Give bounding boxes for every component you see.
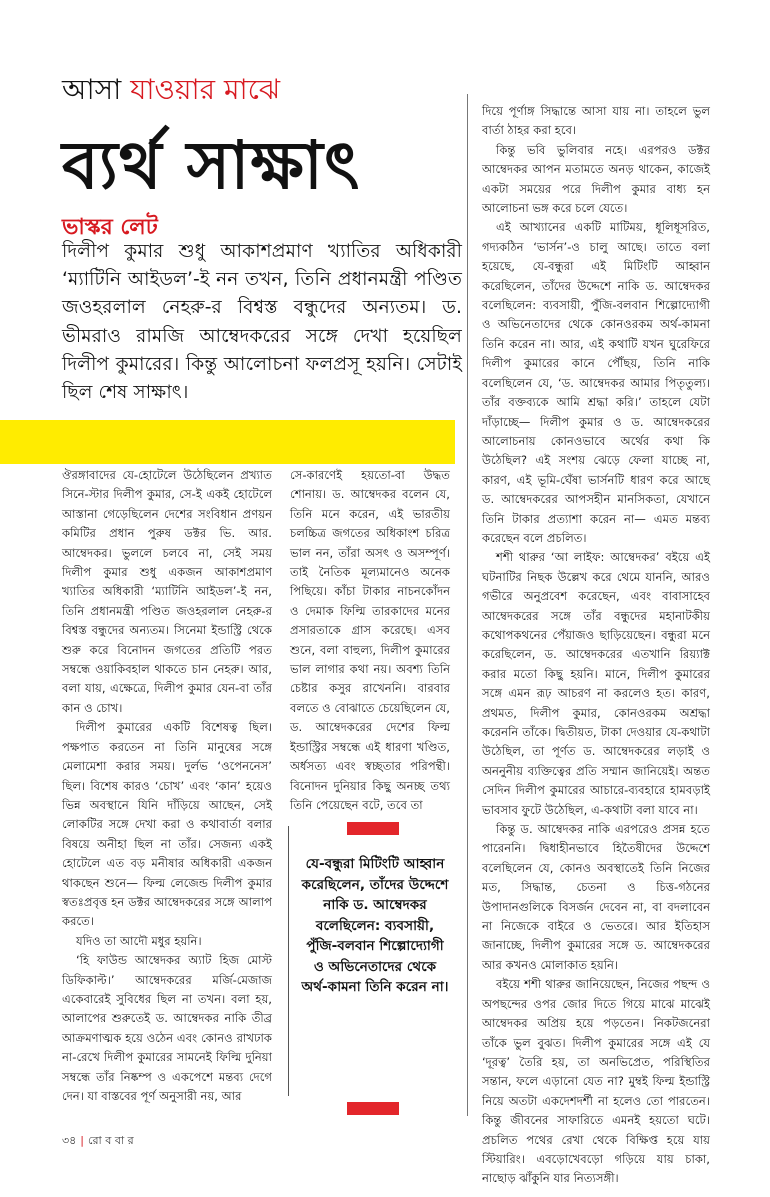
paragraph: এই আখ্যানের একটি মাটিময়, ধূলিধূসরিত, গদ্যকঠিন ‘ভার্সন’-ও চালু আছে। তাতে বলা হয়েছে, যে-বন্ধুরা এই মিটিংটি আহ্বান করেছিলেন, তাঁদের উদ্দেশে নাকি ড. আম্বেদকর বলেছিলেন: ব্যবসায়ী, পুঁজি-বলবান শিল্পোদ্যোগী ও অভিনেতাদের থেকে কোনওরকম অর্থ-কামনা তিনি করেন না। আর, এই কথাটি যখন ঘুরেফিরে দিলীপ কুমারের কানে পৌঁছয়, তিনি নাকি বলেছিলেন যে, ‘ড. আম্বেদকর আমার পিতৃতুল্য। তাঁর বক্তব্যকে আমি শ্রদ্ধা করি।’ তাহলে যেটা দাঁড়াচ্ছে— দিলীপ কুমার ও ড. আম্বেদকরের আলোচনায় কোনওভাবে অর্থের কথা কি উঠেছিল? এই সংশয় ঝেড়ে ফেলা যাচ্ছে না, কারণ, এই ভূমি-ঘেঁষা ভার্সনটি ধারণ করে আছে ড. আম্বেদকরের আপসহীন মানসিকতা, যেখানে তিনি টাকার প্রত্যাশা করেন না— এমত মন্তব্য করেছেন বলে প্রচলিত। [482, 220, 710, 545]
byline: ভাস্কর লেট [62, 215, 158, 240]
pull-quote [288, 826, 457, 1096]
paragraph: কিন্তু ভবি ভুলিবার নহে। এরপরও ডক্টর আম্বেদকর আপন মতামতে অনড় থাকেন, কাজেই একটা সময়ের পরে দিলীপ কুমার বাধ্য হন আলোচনা ভঙ্গ করে চলে যেতে। [482, 142, 710, 216]
paragraph: বইয়ে শশী থারুর জানিয়েছেন, নিজের পছন্দ ও অপছন্দের ওপর জোর দিতে গিয়ে মাঝে মাঝেই আম্বেদকর অপ্রিয় হয়ে পড়তেন। নিকটজনেরা তাঁকে ভুল বুঝত। দিলীপ কুমারের সঙ্গে এই যে ‘দূরত্ব’ তৈরি হয়, তা অনভিপ্রেত, পরিস্থিতির সন্তান, ফলে এড়ানো যেত না? মুম্বই ফিল্ম ইন্ডাস্ট্রি নিয়ে অতটা একদেশদর্শী না হলেও তো পারতেন। কিন্তু জীবনের সাফারিতে এমনই হয়তো ঘটে। প্রচলিত পথের রেখা থেকে বিক্ষিপ্ত হয়ে যায় স্টিয়ারিং। এবড়োখেবড়ো গড়িয়ে যায় চাকা, নাছোড় ঝাঁকুনি যার নিত্যসঙ্গী। [482, 977, 710, 1186]
article-column-2 [290, 466, 450, 812]
paragraph: কিন্তু ড. আম্বেদকর নাকি এরপরেও প্রসন্ন হতে পারেননি। দ্বিধাহীনভাবে হিতৈষীদের উদ্দেশে বলেছিলেন যে, কোনও অবস্থাতেই তিনি নিজের মত, সিদ্ধান্ত, চেতনা ও চিত্ত-গঠনের উপাদানগুলিকে বিসর্জন দেবেন না, বা বদলাবেন না নিজেকে বাইরে ও ভেতরে। আর ইতিহাস জানাচ্ছে, দিলীপ কুমারের সঙ্গে ড. আম্বেদকরের আর কখনও মোলাকাত হয়নি। [482, 822, 710, 972]
page-number: ৩৪ [62, 1134, 77, 1147]
magazine-name: রো ব বা র [88, 1134, 134, 1147]
headline: ব্যর্থ সাক্ষাৎ [62, 126, 361, 204]
paragraph: ‘হি ফাউন্ড আম্বেদকর অ্যাট হিজ মোস্ট ডিফিকাল্ট।’ আম্বেদকরের মর্জি-মেজাজ একেবারেই সুবিধের ছিল না তখন। বলা হয়, আলাপের শুরুতেই ড. আম্বেদকর নাকি তীব্র আক্রমণাত্মক হয়ে ওঠেন এবং কোনও রাখঢাক না-রেখে দিলীপ কুমারের সামনেই ফিল্মি দুনিয়া সম্বন্ধে তাঁর নিষ্কম্প ও একপেশে মন্তব্য দেগে দেন। যা বাস্তবের পূর্ণ অনুসারী নয়, আর [62, 953, 272, 1103]
paragraph: দিলীপ কুমারের একটি বিশেষত্ব ছিল। পক্ষপাত করতেন না তিনি মানুষের সঙ্গে মেলামেশা করার সময়। দুর্লভ ‘ওপেননেস’ ছিল। বিশেষ কারও ‘চোখ’ এবং ‘কান’ হয়েও ভিন্ন অবস্থানে যিনি দাঁড়িয়ে আছেন, সেই লোকটির সঙ্গে দেখা করা ও কথাবার্তা বলার বিষয়ে অনীহা ছিল না তাঁর। সেজন্য একই হোটেলে এত বড় মনীষার অধিকারী একজন থাকছেন শুনে— ফিল্ম লেজেন্ড দিলীপ কুমার স্বতঃপ্রবৃত্ত হন ডক্টর আম্বেদকরের সঙ্গে আলাপ করতে। [62, 720, 272, 929]
pull-quote-bottom-bar [347, 1102, 399, 1115]
footer-separator: | [80, 1134, 85, 1147]
article-column-3 [482, 102, 710, 1186]
paragraph: ঔরঙ্গাবাদের যে-হোটেলে উঠেছিলেন প্রখ্যাত সিনে-স্টার দিলীপ কুমার, সে-ই একই হোটেলে আস্তানা গেড়েছিলেন দেশের সংবিধান প্রণয়ন কমিটির প্রধান পুরুষ ডক্টর ভি. আর. আম্বেদকর। ভুললে চলবে না, সেই সময় দিলীপ কুমার শুধু একজন আকাশপ্রমাণ খ্যাতির অধিকারী ‘ম্যাটিনি আইডল’-ই নন, তিনি প্রধানমন্ত্রী পণ্ডিত জওহরলাল নেহরু-র বিশ্বস্ত বন্ধুদের অন্যতম। সিনেমা ইন্ডাস্ট্রি থেকে শুরু করে বিনোদন জগতের প্রতিটি পরত সম্বন্ধে ওয়াকিবহাল থাকতে চান নেহরু। আর, বলা যায়, এক্ষেত্রে, দিলীপ কুমার যেন-বা তাঁর কান ও চোখ। [62, 468, 272, 715]
kicker-part-1: আসা [62, 73, 122, 106]
kicker-part-2: যাওয়ার মাঝে [130, 73, 281, 106]
section-kicker [62, 70, 280, 110]
column-divider [467, 94, 468, 1116]
paragraph: যদিও তা আদৌ মধুর হয়নি। [76, 933, 202, 948]
page-footer [62, 1132, 134, 1151]
yellow-accent-band [0, 420, 455, 464]
paragraph: শশী থারুর ‘আ লাইফ: আম্বেদকর’ বইয়ে এই ঘটনাটির নিছক উল্লেখ করে থেমে যাননি, আরও গভীরে অনুপ্রবেশ করেছেন, এবং বাবাসাহেব আম্বেদকরের সঙ্গে তাঁর বন্ধুদের মহানাটকীয় কথোপকথনের পেঁয়াজও ছাড়িয়েছেন। বন্ধুরা মনে করেছিলেন, ড. আম্বেদকরের এতখানি রিয়্যাক্ট করার মতো কিছু হয়নি। মানে, দিলীপ কুমারের সঙ্গে এমন রূঢ় আচরণ না করলেও হত। কারণ, প্রথমত, দিলীপ কুমার, কোনওরকম অশ্রদ্ধা করেননি তাঁকে। দ্বিতীয়ত, টাকা দেওয়ার যে-কথাটা উঠেছিল, তা পূর্ণত ড. আম্বেদকরের লড়াই ও অননুনীয় ব্যক্তিত্বের প্রতি সম্মান জানিয়েই। অন্তত সেদিন দিলীপ কুমারের আচারে-ব্যবহারে হামবড়াই ভাবসাব ফুটে উঠেছিল, এ-কথাটা বলা যাবে না। [482, 550, 710, 817]
pull-quote-top-bar [347, 822, 399, 835]
pull-quote-text: যে-বন্ধুরা মিটিংটি আহ্বান করেছিলেন, তাঁদের উদ্দেশে নাকি ড. আম্বেদকর বলেছিলেন: ব্যবসায়ী, পুঁজি-বলবান শিল্পোদ্যোগী ও অভিনেতাদের থেকে অর্থ-কামনা তিনি করেন না। [301, 856, 449, 995]
standfirst: দিলীপ কুমার শুধু আকাশপ্রমাণ খ্যাতির অধিকারী ‘ম্যাটিনি আইডল’-ই নন তখন, তিনি প্রধানমন্ত্রী পণ্ডিত জওহরলাল নেহরু-র বিশ্বস্ত বন্ধুদের অন্যতম। ড. ভীমরাও রামজি আম্বেদকরের সঙ্গে দেখা হয়েছিল দিলীপ কুমারের। কিন্তু আলোচনা ফলপ্রসূ হয়নি। সেটাই ছিল শেষ সাক্ষাৎ। [62, 241, 462, 404]
paragraph: দিয়ে পূর্ণাঙ্গ সিদ্ধান্তে আসা যায় না। তাহলে ভুল বার্তা ঠাহর করা হবে। [482, 104, 710, 138]
article-column-1 [62, 466, 272, 1103]
paragraph: সে-কারণেই হয়তো-বা উদ্ধত শোনায়। ড. আম্বেদকর বলেন যে, তিনি মনে করেন, এই ভারতীয় চলচ্চিত্র জগতের অধিকাংশ চরিত্র ভাল নন, তাঁরা অসৎ ও অসম্পূর্ণ। তাই নৈতিক মূল্যমানেও অনেক পিছিয়ে। কাঁচা টাকার নাচনকোঁদন ও দেমাক ফিল্মি তারকাদের মনের প্রসারতাকে গ্রাস করেছে। এসব শুনে, বলা বাহুল্য, দিলীপ কুমারের ভাল লাগার কথা নয়। অবশ্য তিনি চেষ্টার কসুর রাখেননি। বারবার বলতে ও বোঝাতে চেয়েছিলেন যে, ড. আম্বেদকরের দেশের ফিল্ম ইন্ডাস্ট্রির সম্বন্ধে এই ধারণা খণ্ডিত, অর্ধসত্য এবং স্বচ্ছতার পরিপন্থী। বিনোদন দুনিয়ার কিছু অনচ্ছ তথ্য তিনি পেয়েছেন বটে, তবে তা [290, 468, 450, 812]
